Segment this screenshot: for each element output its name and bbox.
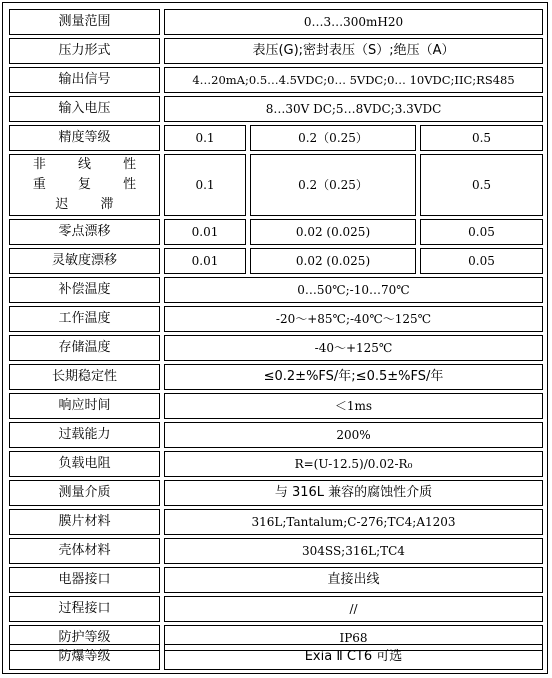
value-operating-temp: -20～+85℃;-40℃～125℃ [164, 306, 543, 332]
label-measure-range: 测量范围 [9, 9, 160, 35]
linearity-value-2: 0.2（0.25） [250, 154, 416, 216]
accuracy-value-3: 0.5 [420, 125, 543, 151]
value-explosion-proof: Exia Ⅱ CT6 可选 [164, 644, 543, 670]
sensitivity-drift-value-3: 0.05 [420, 248, 543, 274]
label-electrical-connection: 电器接口 [9, 567, 160, 593]
label-overload-capacity: 过载能力 [9, 422, 160, 448]
value-electrical-connection: 直接出线 [164, 567, 543, 593]
value-measured-media: 与 316L 兼容的腐蚀性介质 [164, 480, 543, 506]
label-explosion-proof: 防爆等级 [9, 644, 160, 670]
label-zero-drift: 零点漂移 [9, 219, 160, 245]
label-storage-temp: 存储温度 [9, 335, 160, 361]
label-process-connection: 过程接口 [9, 596, 160, 622]
sensitivity-drift-value-1: 0.01 [164, 248, 246, 274]
value-protection-class: IP68 [164, 625, 543, 651]
label-accuracy-class: 精度等级 [9, 125, 160, 151]
value-measure-range: 0…3…300mH20 [164, 9, 543, 35]
value-load-resistance: R=(U-12.5)/0.02-R₀ [164, 451, 543, 477]
value-pressure-type: 表压(G);密封表压（S）;绝压（A） [164, 38, 543, 64]
label-pressure-type: 压力形式 [9, 38, 160, 64]
label-output-signal: 输出信号 [9, 67, 160, 93]
label-housing-material: 壳体材料 [9, 538, 160, 564]
value-long-term-stability: ≤0.2±%FS/年;≤0.5±%FS/年 [164, 364, 543, 390]
label-line-nonlinearity: 非 线 性 [32, 157, 151, 172]
label-sensitivity-drift: 灵敏度漂移 [9, 248, 160, 274]
zero-drift-value-2: 0.02 (0.025) [250, 219, 416, 245]
zero-drift-value-3: 0.05 [420, 219, 543, 245]
label-line-hysteresis: 迟 滞 [55, 197, 128, 212]
label-response-time: 响应时间 [9, 393, 160, 419]
label-compensation-temp: 补偿温度 [9, 277, 160, 303]
accuracy-value-1: 0.1 [164, 125, 246, 151]
linearity-value-1: 0.1 [164, 154, 246, 216]
label-input-voltage: 输入电压 [9, 96, 160, 122]
value-output-signal: 4…20mA;0.5…4.5VDC;0… 5VDC;0… 10VDC;IIC;RS485 [164, 67, 543, 93]
value-response-time: ＜1ms [164, 393, 543, 419]
linearity-value-3: 0.5 [420, 154, 543, 216]
label-load-resistance: 负载电阻 [9, 451, 160, 477]
value-storage-temp: -40～+125℃ [164, 335, 543, 361]
value-compensation-temp: 0…50℃;-10…70℃ [164, 277, 543, 303]
label-linearity-repeatability-hysteresis [9, 154, 160, 216]
accuracy-value-2: 0.2（0.25） [250, 125, 416, 151]
label-protection-class: 防护等级 [9, 625, 160, 651]
value-process-connection: // [164, 596, 543, 622]
label-measured-media: 测量介质 [9, 480, 160, 506]
zero-drift-value-1: 0.01 [164, 219, 246, 245]
label-line-repeatability: 重 复 性 [32, 177, 151, 192]
value-housing-material: 304SS;316L;TC4 [164, 538, 543, 564]
label-operating-temp: 工作温度 [9, 306, 160, 332]
spec-table [2, 2, 548, 674]
label-diaphragm-material: 膜片材料 [9, 509, 160, 535]
value-diaphragm-material: 316L;Tantalum;C-276;TC4;A1203 [164, 509, 543, 535]
label-long-term-stability: 长期稳定性 [9, 364, 160, 390]
value-input-voltage: 8…30V DC;5…8VDC;3.3VDC [164, 96, 543, 122]
value-overload-capacity: 200% [164, 422, 543, 448]
sensitivity-drift-value-2: 0.02 (0.025) [250, 248, 416, 274]
